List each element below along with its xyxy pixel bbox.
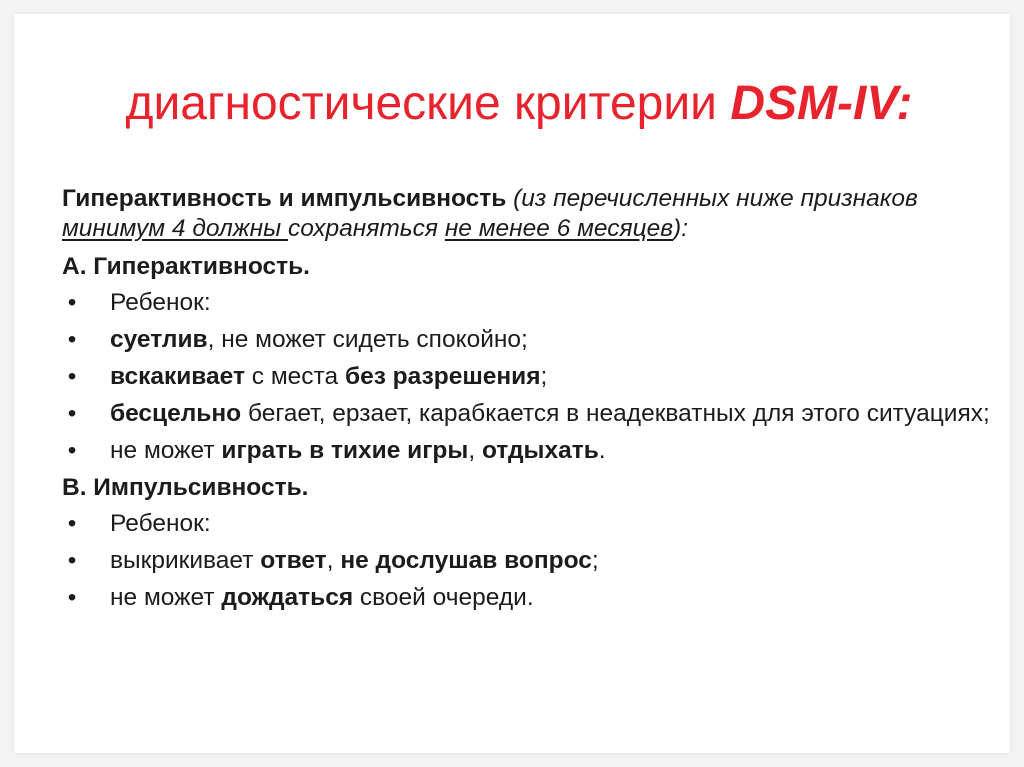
bullet-icon: • [67, 547, 77, 574]
title-dsm: DSM-IV: [730, 77, 913, 130]
bullet-icon: • [67, 289, 77, 316]
item-text: бегает, ерзает, карабкается в неадекватных для этого ситуациях; [241, 400, 990, 427]
item-text: , не может сидеть спокойно; [207, 326, 528, 353]
intro-note-open: (из перечисленных ниже признаков [506, 185, 918, 212]
title-regular: диагностические критерии [125, 77, 731, 130]
section-a-list [62, 288, 992, 466]
item-bold: ответ [260, 547, 327, 574]
bullet-icon: • [67, 326, 77, 353]
bullet-icon: • [67, 437, 77, 464]
item-bold: дождаться [221, 584, 354, 611]
bullet-icon: • [67, 510, 77, 537]
bullet-icon: • [67, 400, 77, 427]
item-bold: без разрешения [344, 363, 541, 390]
item-text: , [326, 547, 341, 574]
item-bold: не дослушав вопрос [340, 547, 592, 574]
intro-note-mid: сохраняться [287, 215, 445, 242]
list-item [62, 362, 992, 392]
list-item [62, 546, 992, 576]
intro-note-period: не менее 6 месяцев [444, 215, 674, 242]
section-b-heading: В. Импульсивность. [62, 474, 309, 501]
item-text: Ребенок: [110, 289, 211, 316]
item-text: выкрикивает [110, 547, 261, 574]
item-bold: бесцельно [110, 400, 242, 427]
intro-heading: Гиперактивность и импульсивность [62, 185, 507, 212]
item-text: ; [591, 547, 599, 574]
item-bold: вскакивает [110, 363, 245, 390]
item-text: не может [110, 437, 222, 464]
list-item [62, 509, 992, 539]
slide [14, 14, 1010, 753]
item-text: не может [110, 584, 222, 611]
item-text: ; [540, 363, 548, 390]
item-bold: суетлив [110, 326, 208, 353]
item-text: , [468, 437, 482, 464]
section-b-list [62, 509, 992, 613]
content-body [62, 184, 992, 620]
item-bold: отдыхать [481, 437, 599, 464]
intro-note-close: ): [673, 215, 689, 242]
list-item [62, 325, 992, 355]
slide-title [14, 76, 1010, 132]
item-text: с места [244, 363, 345, 390]
item-text: своей очереди. [353, 584, 534, 611]
item-text: Ребенок: [110, 510, 211, 537]
list-item [62, 288, 992, 318]
list-item [62, 583, 992, 613]
item-text: . [598, 437, 606, 464]
section-a-heading: А. Гиперактивность. [62, 253, 310, 280]
list-item [62, 399, 992, 429]
item-bold: играть в тихие игры [221, 437, 469, 464]
intro-note-minimum: минимум 4 должны [62, 215, 288, 242]
list-item [62, 436, 992, 466]
intro-paragraph [62, 184, 992, 244]
bullet-icon: • [67, 584, 77, 611]
bullet-icon: • [67, 363, 77, 390]
